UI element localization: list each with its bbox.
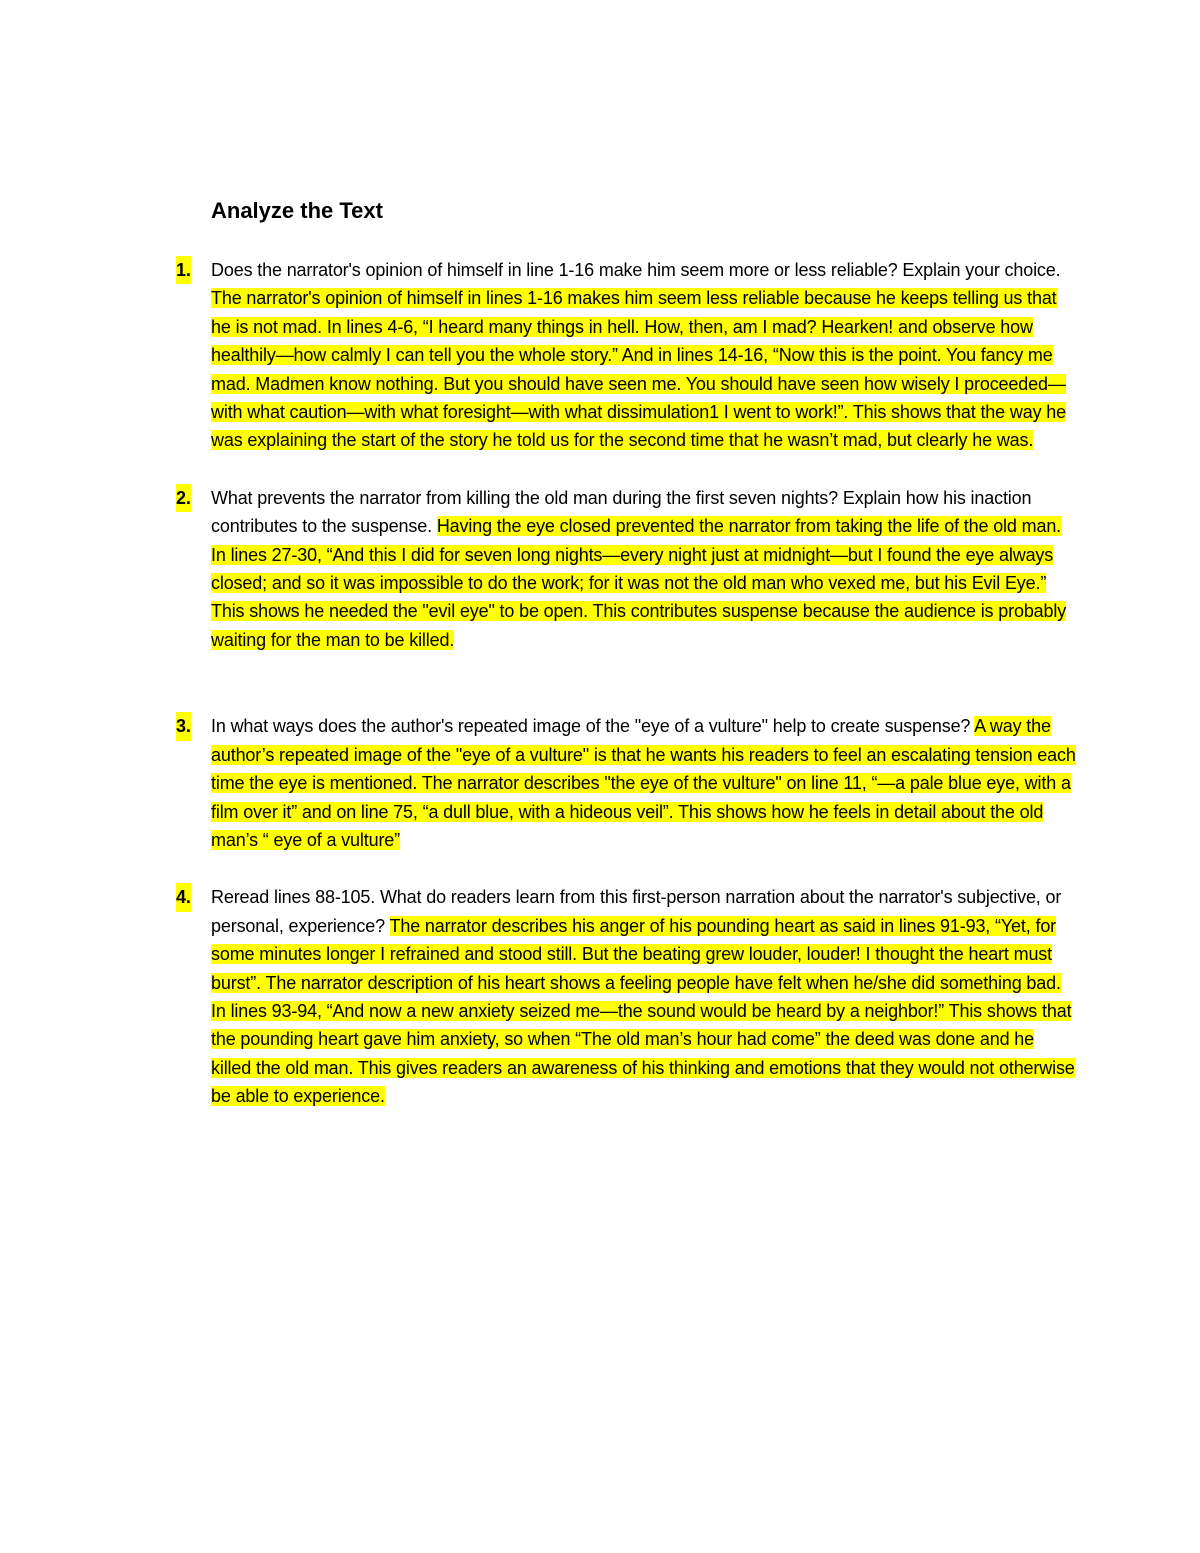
question-item-4 (176, 883, 1076, 1110)
question-text: Does the narrator's opinion of himself in line 1-16 make him seem more or less reliable? Explain your choice. (211, 260, 1061, 280)
highlighted-answer: The narrator describes his anger of his pounding heart as said in lines 91-93, “Yet, for some minutes longer I refrained and stood still. But the beating grew louder, louder! I thought the heart must burst”. The narrator description of his heart shows a feeling people have felt when he/she did something bad. In lines 93-94, “And now a new anxiety seized me—the sound would be heard by a neighbor!” This shows that the pounding heart gave him anxiety, so when “The old man’s hour had come” the deed was done and he killed the old man. This gives readers an awareness of his thinking and emotions that they would not otherwise be able to experience. (211, 915, 1075, 1107)
question-text: What prevents the narrator from killing the old man during the first seven nights? Explain how his inaction contributes to the suspense. (211, 487, 1032, 537)
question-number: 1. (176, 256, 191, 284)
question-text: In what ways does the author's repeated image of the "eye of a vulture" help to create suspense? (211, 716, 971, 737)
question-paragraph (211, 883, 1076, 1110)
highlighted-answer: Having the eye closed prevented the narrator from taking the life of the old man. In lines 27-30, “And this I did for seven long nights—every night just at midnight—but I found the eye always closed; and so it was impossible to do the work; for it was not the old man who vexed me, but his Evil Eye.” This shows he needed the "evil eye" to be open. This contributes suspense because the audience is probably waiting for the man to be killed. (211, 516, 1067, 650)
question-item-3 (176, 712, 1076, 854)
document-title: Analyze the Text (211, 198, 383, 223)
question-paragraph (211, 256, 1076, 455)
question-number: 2. (176, 484, 191, 512)
question-paragraph (211, 484, 1076, 654)
highlighted-answer: The narrator's opinion of himself in lines 1-16 makes him seem less reliable because he keeps telling us that he is not mad. In lines 4-6, “I heard many things in hell. How, then, am I mad? Hearken! and observe how healthily—how calmly I can tell you the whole story.” And in lines 14-16, “Now this is the point. You fancy me mad. Madmen know nothing. But you should have seen me. You should have seen how wisely I proceeded—with what caution—with what foresight—with what dissimulation1 I went to work!”. This shows that the way he was explaining the start of the story he told us for the second time that he wasn’t mad, but clearly he was. (211, 288, 1067, 451)
highlighted-answer: A way the author’s repeated image of the "eye of a vulture" is that he wants his readers to feel an escalating tension each time the eye is mentioned. The narrator describes "the eye of the vulture" on line 11, “—a pale blue eye, with a film over it” and on line 75, “a dull blue, with a hideous veil”. This shows how he feels in detail about the old man’s “ eye of a vulture” (211, 716, 1076, 850)
question-item-1 (176, 256, 1076, 455)
question-number: 4. (176, 883, 191, 911)
question-list (176, 256, 1076, 1111)
question-text: Reread lines 88-105. What do readers learn from this first-person narration about the narrator's subjective, or personal, experience? (211, 887, 1062, 936)
question-number: 3. (176, 712, 191, 740)
question-paragraph (211, 712, 1076, 854)
question-item-2 (176, 484, 1076, 654)
